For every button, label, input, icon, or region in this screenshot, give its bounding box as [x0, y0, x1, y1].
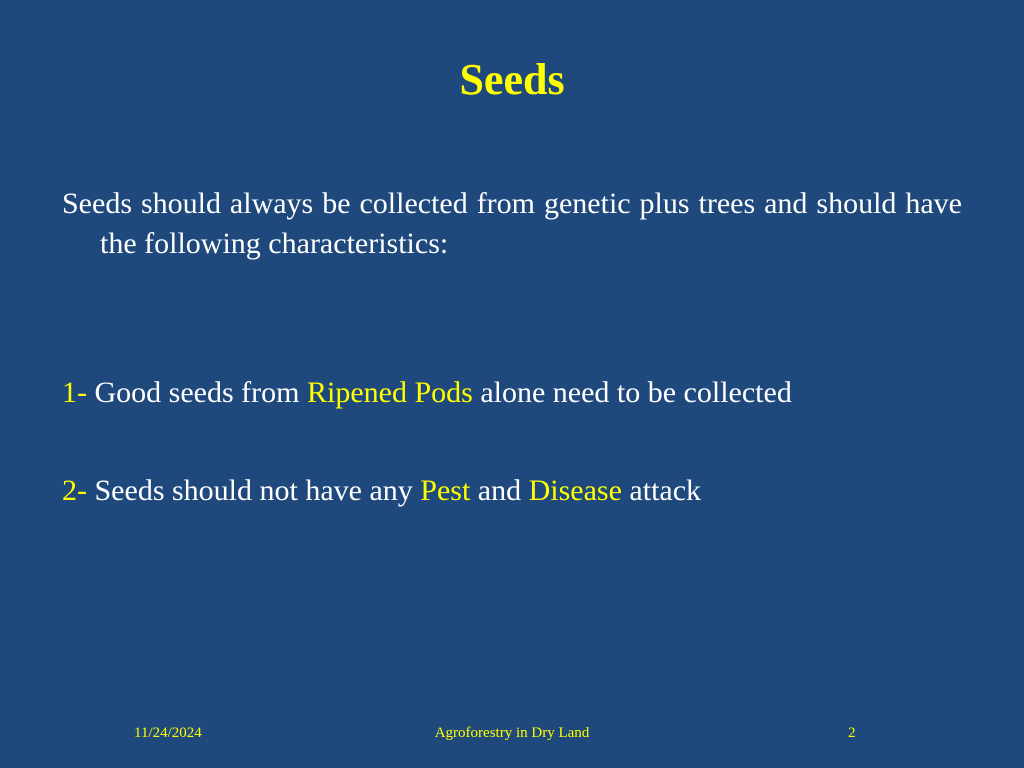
point-2-number: 2- [62, 474, 87, 507]
footer-date: 11/24/2024 [134, 725, 202, 741]
footer-title: Agroforestry in Dry Land [434, 725, 590, 741]
point-1 [62, 373, 792, 413]
slide-title: Seeds [459, 55, 565, 104]
point-1-highlight: Ripened Pods [306, 376, 473, 409]
point-2-text-c: attack [629, 474, 702, 507]
point-2-highlight-pest: Pest [420, 474, 471, 507]
point-2 [62, 471, 701, 511]
point-2-highlight-disease: Disease [528, 474, 622, 507]
point-2-text-a: Seeds should not have any [94, 474, 413, 507]
point-2-text-b: and [477, 474, 522, 507]
point-1-number: 1- [62, 376, 87, 409]
point-1-text-b: alone need to be collected [480, 376, 792, 409]
intro-paragraph: Seeds should always be collected from genetic plus trees and should have the following characteristics: [62, 187, 962, 260]
footer-page-number: 2 [848, 725, 856, 741]
point-1-text-a: Good seeds from [94, 376, 300, 409]
